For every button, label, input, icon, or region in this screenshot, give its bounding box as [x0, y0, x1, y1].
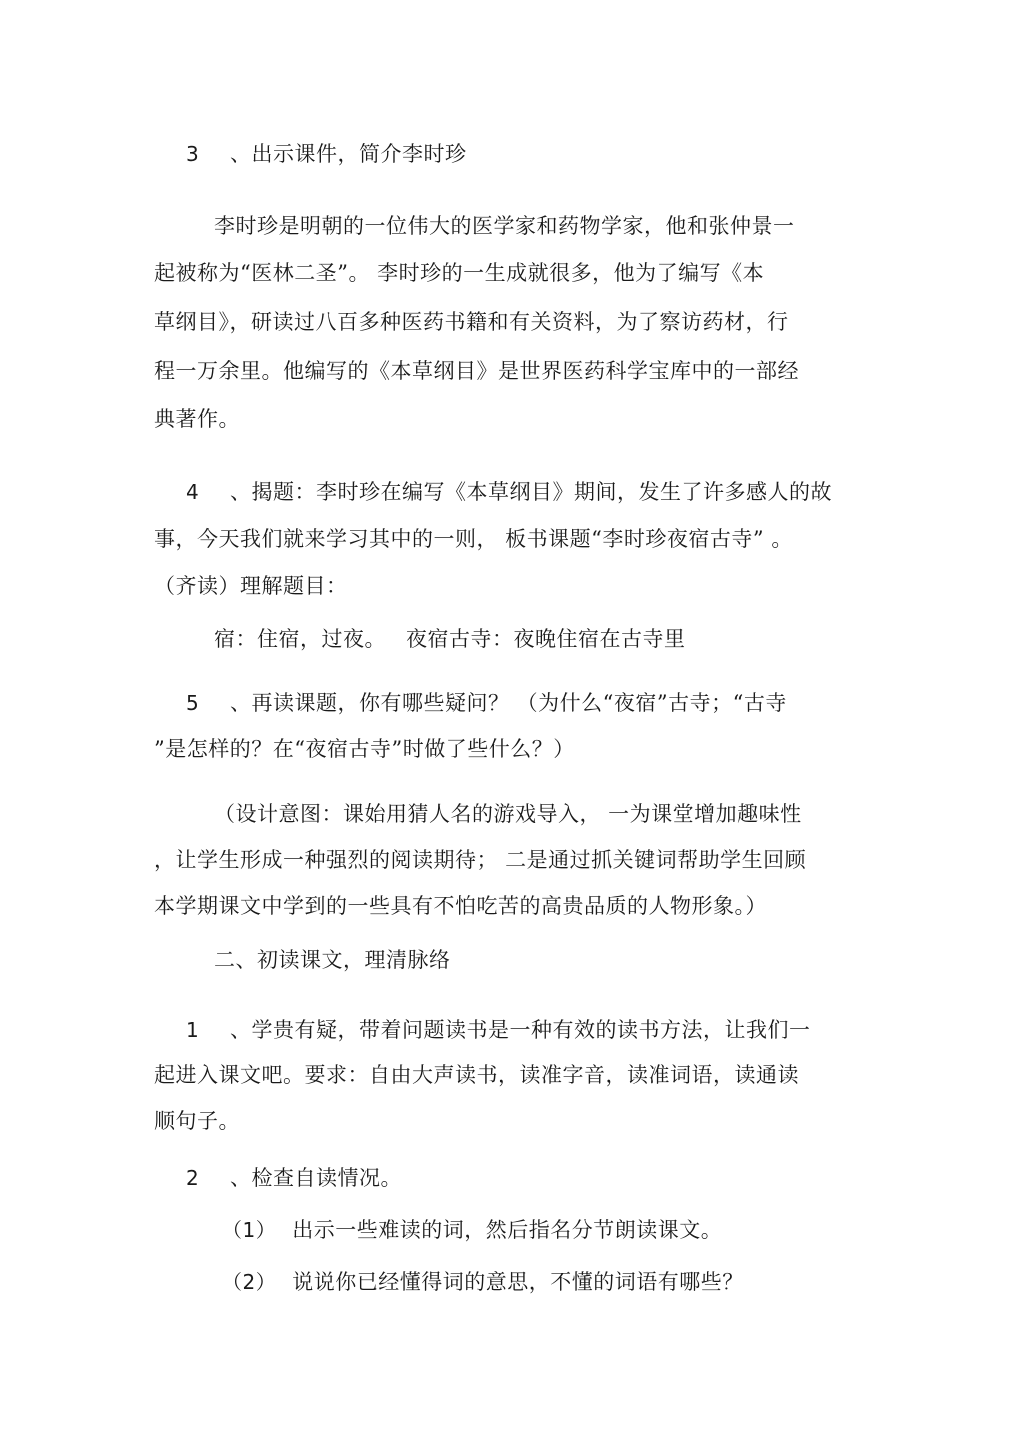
intro-line-3: 草纲目》，研读过八百多种医药书籍和有关资料，为了察访药材，行	[154, 310, 789, 334]
definition-part-1: 宿：住宿，过夜。	[214, 627, 386, 651]
item4-line-2: 事，今天我们就来学习其中的一则， 板书课题“李时珍夜宿古寺” 。	[154, 527, 793, 551]
s2-item1-text-1: 、学贵有疑，带着问题读书是一种有效的读书方法，让我们一	[230, 1018, 811, 1042]
sub-item-2-number: （2）	[222, 1270, 277, 1294]
s2-item2-line	[186, 1164, 402, 1192]
intro-line-5: 典著作。	[154, 407, 240, 431]
sub-item-2-text: 说说你已经懂得词的意思，不懂的词语有哪些？	[292, 1270, 744, 1294]
intro-line-2: 起被称为“医林二圣”。 李时珍的一生成就很多，他为了编写《本	[154, 261, 765, 285]
intro-line-4: 程一万余里。他编写的《本草纲目》是世界医药科学宝库中的一部经	[154, 359, 799, 383]
item3-number: 3	[186, 142, 200, 166]
design-intent-line-3: 本学期课文中学到的一些具有不怕吃苦的高贵品质的人物形象。）	[154, 894, 767, 918]
item4-line-3: （齐读）理解题目：	[154, 574, 348, 598]
s2-item1-line-2: 起进入课文吧。要求：自由大声读书，读准字音，读准词语，读通读	[154, 1063, 799, 1087]
item5-line-1	[186, 689, 787, 717]
s2-item1-line-3: 顺句子。	[154, 1109, 240, 1133]
s2-item1-line-1	[186, 1016, 811, 1044]
item4-number: 4	[186, 480, 200, 504]
item3-line	[186, 140, 467, 168]
design-intent-line-1: （设计意图：课始用猜人名的游戏导入， 一为课堂增加趣味性	[214, 802, 802, 826]
item5-text-1: 、再读课题，你有哪些疑问？ （为什么“夜宿”古寺；“古寺	[230, 691, 787, 715]
definition-part-2: 夜宿古寺：夜晚住宿在古寺里	[406, 627, 686, 651]
s2-item2-text: 、检查自读情况。	[230, 1166, 402, 1190]
section2-heading: 二、初读课文，理清脉络	[214, 948, 451, 972]
design-intent-line-2: ，让学生形成一种强烈的阅读期待； 二是通过抓关键词帮助学生回顾	[154, 848, 807, 872]
sub-item-2	[222, 1268, 744, 1296]
sub-item-1-number: （1）	[222, 1218, 277, 1242]
item4-text-1: 、揭题：李时珍在编写《本草纲目》期间，发生了许多感人的故	[230, 480, 832, 504]
item4-line-1	[186, 478, 832, 506]
sub-item-1-text: 出示一些难读的词，然后指名分节朗读课文。	[292, 1218, 723, 1242]
item5-line-2: ”是怎样的？在“夜宿古寺”时做了些什么？）	[154, 737, 575, 761]
s2-item1-number: 1	[186, 1018, 200, 1042]
item3-text: 、出示课件，简介李时珍	[230, 142, 467, 166]
intro-line-1: 李时珍是明朝的一位伟大的医学家和药物学家，他和张仲景一	[214, 214, 795, 238]
item5-number: 5	[186, 691, 200, 715]
s2-item2-number: 2	[186, 1166, 200, 1190]
definition-line	[214, 625, 686, 653]
sub-item-1	[222, 1216, 722, 1244]
